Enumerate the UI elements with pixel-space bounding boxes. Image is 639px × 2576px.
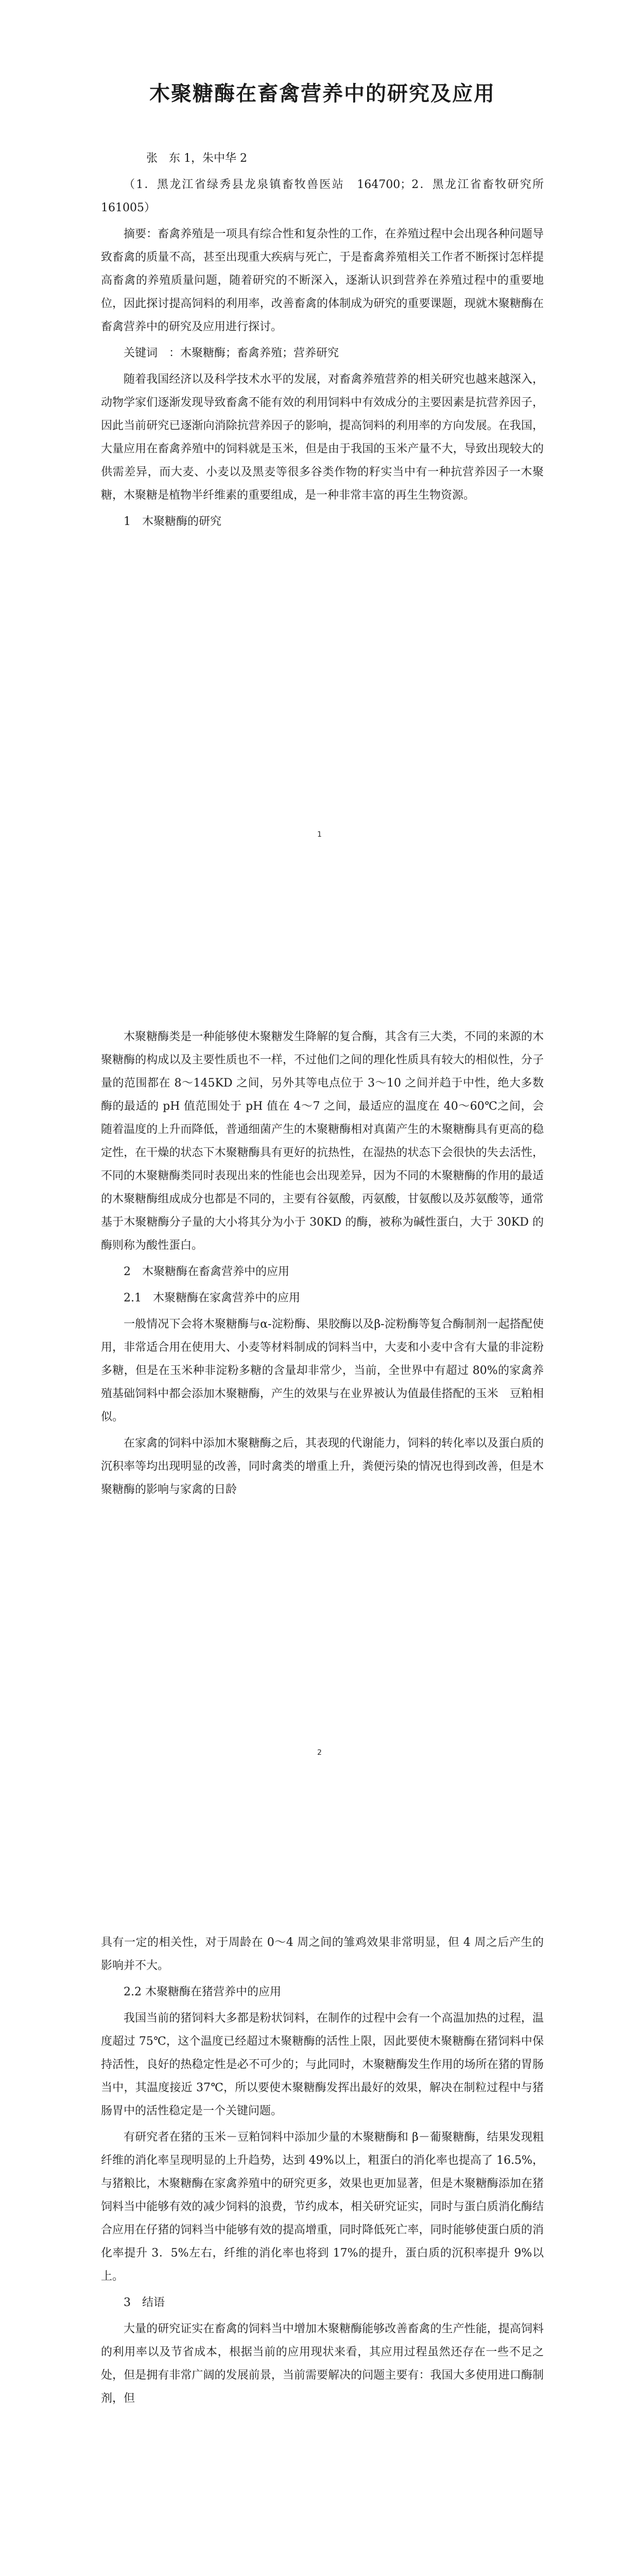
keywords: 关键词 ：木聚糖酶；畜禽养殖；营养研究 (124, 347, 339, 360)
section-heading-2: 2 木聚糖酶在畜禽营养中的应用 (124, 1265, 289, 1278)
section-heading-1: 1 木聚糖酶的研究 (124, 515, 221, 528)
page-number: 1 (317, 831, 322, 839)
page-3-content (101, 1931, 544, 2413)
body-paragraph: 随着我国经济以及科学技术水平的发展，对畜禽养殖营养的相关研究也越来越深入，动物学家们逐渐发现导致畜禽不能有效的利用饲料中有效成分的主要因素是抗营养因子，因此当前研究已逐渐向消除抗营养因子的影响，提高饲料的利用率的方向发展。在我国，大量应用在畜禽养殖中的饲料就是玉米，但是由于我国的玉米产量不大，导致出现较大的供需差异，而大麦、小麦以及黑麦等很多谷类作物的籽实当中有一种抗营养因子一木聚糖，木聚糖是植物半纤维素的重要组成，是一种非常丰富的再生生物资源。 (101, 373, 544, 502)
paper-title: 木聚糖酶在畜禽营养中的研究及应用 (149, 81, 495, 106)
page-number: 2 (317, 1749, 322, 1757)
body-paragraph: 木聚糖酶类是一种能够使木聚糖发生降解的复合酶，其含有三大类，不同的来源的木聚糖酶的构成以及主要性质也不一样，不过他们之间的理化性质具有较大的相似性，分子量的范围都在 8～145KD 之间，另外其等电点位于 3～10 之间并趋于中性，绝大多数酶的最适的 pH 值范围处于 pH 值在 4～7 之间，最适应的温度在 40～60℃之间，会随着温度的上升而降低，普通细菌产生的木聚糖酶相对真菌产生的木聚糖酶具有更高的稳定性，在干燥的状态下木聚糖酶具有更好的抗热性，在湿热的状态下会很快的失去活性，不同的木聚糖酶类同时表现出来的性能也会出现差异，因为不同的木聚糖酶的作用的最适的木聚糖酶组成成分也都是不同的，主要有谷氨酸，丙氨酸，甘氨酸以及苏氨酸等，通常基于木聚糖酶分子量的大小将其分为小于 30KD 的酶，被称为碱性蛋白，大于 30KD 的酶则称为酸性蛋白。 (101, 1030, 544, 1252)
page-2 (0, 904, 639, 1807)
subsection-heading-2-2: 2.2 木聚糖酶在猪营养中的应用 (124, 1986, 281, 1998)
body-paragraph: 具有一定的相关性，对于周龄在 0～4 周之间的雏鸡效果非常明显，但 4 周之后产生的影响并不大。 (101, 1936, 544, 1972)
affiliation: （1．黑龙江省绿秀县龙泉镇畜牧兽医站 164700；2．黑龙江省畜牧研究所 161005） (101, 178, 556, 214)
abstract: 摘要：畜禽养殖是一项具有综合性和复杂性的工作，在养殖过程中会出现各种问题导致畜禽的质量不高，甚至出现重大疾病与死亡，于是畜禽养殖相关工作者不断探讨怎样提高畜禽的养殖质量问题，随着研究的不断深入，逐渐认识到营养在养殖过程中的重要地位，因此探讨提高饲料的利用率，改善畜禽的体制成为研究的重要课题，现就木聚糖酶在畜禽营养中的研究及应用进行探讨。 (101, 228, 544, 333)
page-3 (0, 1807, 639, 2576)
body-paragraph: 我国当前的猪饲料大多都是粉状饲料，在制作的过程中会有一个高温加热的过程，温度超过 75℃，这个温度已经超过木聚糖酶的活性上限，因此要使木聚糖酶在猪饲料中保持活性，良好的热稳定性是必不可少的；与此同时，木聚糖酶发生作用的场所在猪的胃肠当中，其温度接近 37℃，所以要使木聚糖酶发挥出最好的效果，解决在制粒过程中与猪肠胃中的活性稳定是一个关键问题。 (101, 2012, 544, 2117)
page-1 (0, 0, 639, 904)
authors: 张 东 1，朱中华 2 (146, 152, 247, 165)
subsection-heading-2-1: 2.1 木聚糖酶在家禽营养中的应用 (124, 1292, 300, 1304)
body-paragraph: 一般情况下会将木聚糖酶与α-淀粉酶、果胶酶以及β-淀粉酶等复合酶制剂一起搭配使用，非常适合用在使用大、小麦等材料制成的饲料当中，大麦和小麦中含有大量的非淀粉多糖，但是在玉米种非淀粉多糖的含量却非常少，当前，全世界中有超过 80%的家禽养殖基础饲料中都会添加木聚糖酶，产生的效果与在业界被认为值最佳搭配的玉米 豆粕相似。 (101, 1318, 544, 1423)
body-paragraph: 有研究者在猪的玉米－豆粕饲料中添加少量的木聚糖酶和 β－葡聚糖酶，结果发现粗纤维的消化率呈现明显的上升趋势，达到 49%以上，粗蛋白的消化率也提高了 16.5%，与猪粮比，木聚糖酶在家禽养殖中的研究更多，效果也更加显著，但是木聚糖酶添加在猪饲料当中能够有效的减少饲料的浪费，节约成本，相关研究证实，同时与蛋白质消化酶结合应用在仔猪的饲料当中能够有效的提高增重，同时降低死亡率，同时能够使蛋白质的消化率提升 3．5%左右，纤维的消化率也将到 17%的提升，蛋白质的沉积率提升 9%以上。 (101, 2131, 544, 2283)
section-heading-3: 3 结语 (124, 2296, 165, 2309)
page-2-content (101, 1025, 544, 1504)
page-1-content (101, 77, 556, 536)
body-paragraph: 在家禽的饲料中添加木聚糖酶之后，其表现的代谢能力，饲料的转化率以及蛋白质的沉积率等均出现明显的改善，同时禽类的增重上升，粪便污染的情况也得到改善，但是木聚糖酶的影响与家禽的日龄 (101, 1437, 544, 1496)
body-paragraph: 大量的研究证实在畜禽的饲料当中增加木聚糖酶能够改善畜禽的生产性能，提高饲料的利用率以及节省成本，根据当前的应用现状来看，其应用过程虽然还存在一些不足之处，但是拥有非常广阔的发展前景，当前需要解决的问题主要有：我国大多使用进口酶制剂，但 (101, 2323, 544, 2405)
